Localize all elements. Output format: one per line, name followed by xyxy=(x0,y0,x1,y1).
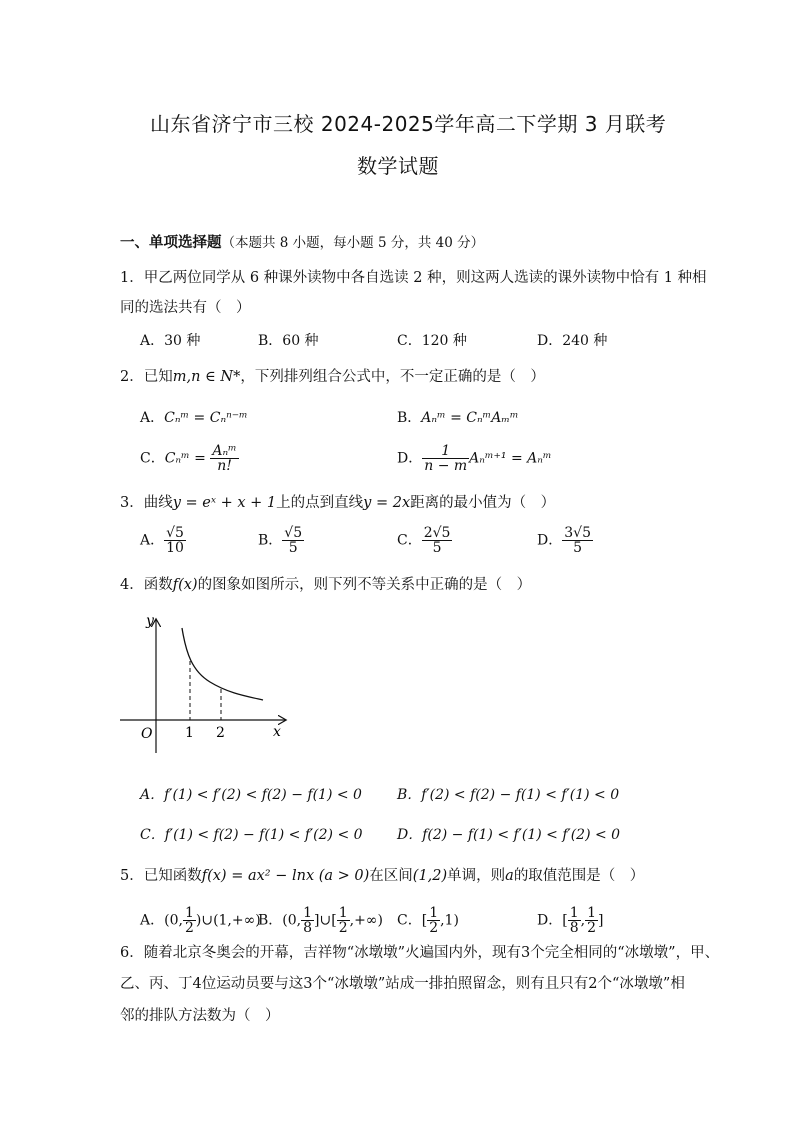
q2-stem xyxy=(120,367,545,387)
q5-option-c-label: C． xyxy=(397,912,422,929)
q5-option-c-den: 2 xyxy=(429,920,439,936)
function-graph xyxy=(110,608,300,763)
q3-option-a-label: A． xyxy=(140,532,165,549)
q5-option-d-fraction1 xyxy=(568,906,581,935)
q5-stem-math3: a xyxy=(505,868,514,884)
q2-option-a xyxy=(140,408,248,428)
q5-option-c-part2: ,1) xyxy=(440,912,459,929)
q5-option-d-fraction2 xyxy=(585,906,598,935)
q5-option-b-num1: 1 xyxy=(303,905,313,921)
q5-option-d-label: D． xyxy=(537,912,563,929)
q1-stem-line1: 1．甲乙两位同学从 6 种课外读物中各自选读 2 种，则这两人选读的课外读物中恰有 1 种相 xyxy=(120,270,707,286)
q5-option-b-fraction2 xyxy=(337,906,350,935)
q3-option-c-label: C． xyxy=(397,532,422,549)
q3-option-d xyxy=(537,526,593,555)
q5-option-a-fraction xyxy=(183,906,196,935)
q3-option-d-label: D． xyxy=(537,532,563,549)
q5-option-d-part3: ] xyxy=(598,912,604,929)
q3-option-b xyxy=(258,526,304,555)
y-axis-label: y xyxy=(146,613,154,629)
q3-option-b-num: √5 xyxy=(284,525,303,541)
q5-option-b-den1: 8 xyxy=(303,920,313,936)
q5-option-a-label: A． xyxy=(140,912,165,929)
q1-option-a: A．30 种 xyxy=(140,333,201,349)
q1-stem-line2: 同的选法共有（ ） xyxy=(120,300,251,316)
q2-stem-math: m,n ∈ N* xyxy=(172,369,241,385)
q2-option-d-label: D． xyxy=(397,450,423,467)
q5-option-a xyxy=(140,906,261,935)
q1-option-c: C．120 种 xyxy=(397,333,467,349)
q4-stem xyxy=(120,575,531,595)
q3-option-d-num: 3√5 xyxy=(564,525,591,541)
q5-stem-text-a: 5．已知函数 xyxy=(120,868,202,884)
q5-option-a-den: 2 xyxy=(184,920,194,936)
q2-option-c-den: n! xyxy=(217,458,232,474)
q2-stem-text-a: 2．已知 xyxy=(120,369,173,385)
q5-option-b-den2: 2 xyxy=(338,920,348,936)
q5-option-b-part2: ]∪[ xyxy=(314,912,337,929)
q5-option-c-num: 1 xyxy=(429,905,439,921)
q2-stem-text-b: ，下列排列组合公式中，不一定正确的是（ ） xyxy=(240,369,545,385)
q5-stem xyxy=(120,866,644,886)
q3-stem xyxy=(120,493,555,513)
q6-stem-line2: 乙、丙、丁4位运动员要与这3个“冰墩墩”站成一排拍照留念，则有且只有2个“冰墩墩”相 xyxy=(120,976,685,992)
curve xyxy=(182,628,263,700)
tick-label-2: 2 xyxy=(216,725,225,741)
q4-option-a: A．f′(1) < f′(2) < f(2) − f(1) < 0 xyxy=(140,787,362,803)
q5-option-c xyxy=(397,906,459,935)
page-title: 山东省济宁市三校 2024-2025学年高二下学期 3 月联考 xyxy=(150,112,667,136)
q3-stem-text-b: 上的点到直线 xyxy=(276,495,364,511)
q2-option-d xyxy=(397,444,552,473)
q3-option-d-den: 5 xyxy=(573,540,583,556)
section-heading xyxy=(120,233,484,253)
page-subtitle: 数学试题 xyxy=(357,154,439,178)
q2-option-d-num: 1 xyxy=(422,444,469,459)
q5-option-b-num2: 1 xyxy=(338,905,348,921)
tick-label-1: 1 xyxy=(185,725,194,741)
q3-option-a-fraction xyxy=(164,526,186,555)
q6-stem-line1: 6．随着北京冬奥会的开幕，吉祥物“冰墩墩”火遍国内外，现有3个完全相同的“冰墩墩”，甲、 xyxy=(120,945,720,961)
q2-option-b-label: B． xyxy=(397,410,422,426)
q5-option-b-fraction1 xyxy=(301,906,314,935)
q1-option-d: D．240 种 xyxy=(537,333,608,349)
q5-option-d-num2: 1 xyxy=(587,905,596,921)
q5-option-d-num1: 1 xyxy=(569,905,579,921)
q5-stem-text-b: 在区间 xyxy=(369,868,413,884)
q5-option-b xyxy=(258,906,383,935)
q5-option-c-part1: [ xyxy=(421,912,428,929)
q4-option-d: D．f(2) − f(1) < f′(1) < f′(2) < 0 xyxy=(397,827,621,843)
x-axis-label: x xyxy=(273,724,281,740)
q5-option-d-den2: 2 xyxy=(587,920,596,936)
q2-option-c-num: Aₙᵐ xyxy=(212,443,237,459)
q3-stem-text-c: 距离的最小值为（ ） xyxy=(410,495,556,511)
q3-option-a-num: √5 xyxy=(166,525,184,541)
q4-stem-text-b: 的图象如图所示，则下列不等关系中正确的是（ ） xyxy=(197,577,532,593)
q3-stem-math1: y = eˣ + x + 1 xyxy=(172,495,277,511)
q2-option-b-expr: Aₙᵐ = CₙᵐAₘᵐ xyxy=(421,410,519,426)
q3-option-b-den: 5 xyxy=(288,540,298,556)
q3-option-b-label: B． xyxy=(258,532,283,549)
q2-option-c xyxy=(140,444,239,473)
q3-option-c-den: 5 xyxy=(432,540,442,556)
q3-option-b-fraction xyxy=(282,526,304,555)
q5-option-a-part1: (0, xyxy=(164,912,183,929)
q5-stem-math: f(x) = ax² − lnx (a > 0) xyxy=(201,868,370,884)
q2-option-d-fraction xyxy=(422,444,469,473)
q5-option-a-part2: )∪(1,+∞) xyxy=(195,912,261,929)
q3-option-c-fraction xyxy=(422,526,453,555)
q1-option-b: B．60 种 xyxy=(258,333,319,349)
q4-stem-text-a: 4．函数 xyxy=(120,577,173,593)
q3-option-a xyxy=(140,526,186,555)
q5-option-b-part1: (0, xyxy=(282,912,302,929)
q5-option-b-part3: ,+∞) xyxy=(349,912,383,929)
q3-option-c xyxy=(397,526,452,555)
q5-stem-text-c: 单调，则 xyxy=(447,868,506,884)
q2-option-b xyxy=(397,408,519,428)
q5-option-d xyxy=(537,906,603,935)
origin-label: O xyxy=(141,726,153,742)
section-heading-label: 一、单项选择题 xyxy=(120,235,222,251)
q5-option-d-part2: , xyxy=(580,912,586,929)
q3-option-d-fraction xyxy=(562,526,593,555)
q5-option-a-num: 1 xyxy=(184,905,194,921)
section-heading-note: （本题共 8 小题，每小题 5 分，共 40 分） xyxy=(221,235,485,251)
q2-option-c-label: C． xyxy=(140,450,165,467)
q5-option-b-label: B． xyxy=(258,912,283,929)
q5-stem-math2: (1,2) xyxy=(412,868,448,884)
q3-stem-math2: y = 2x xyxy=(363,495,411,511)
q3-option-c-num: 2√5 xyxy=(423,525,451,541)
q4-option-c: C．f′(1) < f(2) − f(1) < f′(2) < 0 xyxy=(140,827,363,843)
q4-stem-math: f(x) xyxy=(172,577,198,593)
q2-option-a-expr: Cₙᵐ = Cₙⁿ⁻ᵐ xyxy=(164,410,248,426)
q5-option-c-fraction xyxy=(427,906,440,935)
q2-option-c-fraction xyxy=(210,444,238,473)
q2-option-d-den: n − m xyxy=(424,458,468,474)
q5-option-d-part1: [ xyxy=(562,912,568,929)
q5-option-d-den1: 8 xyxy=(569,920,579,936)
q6-stem-line3: 邻的排队方法数为（ ） xyxy=(120,1008,280,1024)
q3-stem-text-a: 3．曲线 xyxy=(120,495,173,511)
q2-option-a-label: A． xyxy=(140,410,165,426)
q4-option-b: B．f′(2) < f(2) − f(1) < f′(1) < 0 xyxy=(397,787,620,803)
q2-option-d-rhs: Aₙᵐ⁺¹ = Aₙᵐ xyxy=(469,450,552,467)
q5-stem-text-d: 的取值范围是（ ） xyxy=(513,868,645,884)
q3-option-a-den: 10 xyxy=(166,540,184,556)
q2-option-c-lhs: Cₙᵐ = xyxy=(164,450,206,467)
